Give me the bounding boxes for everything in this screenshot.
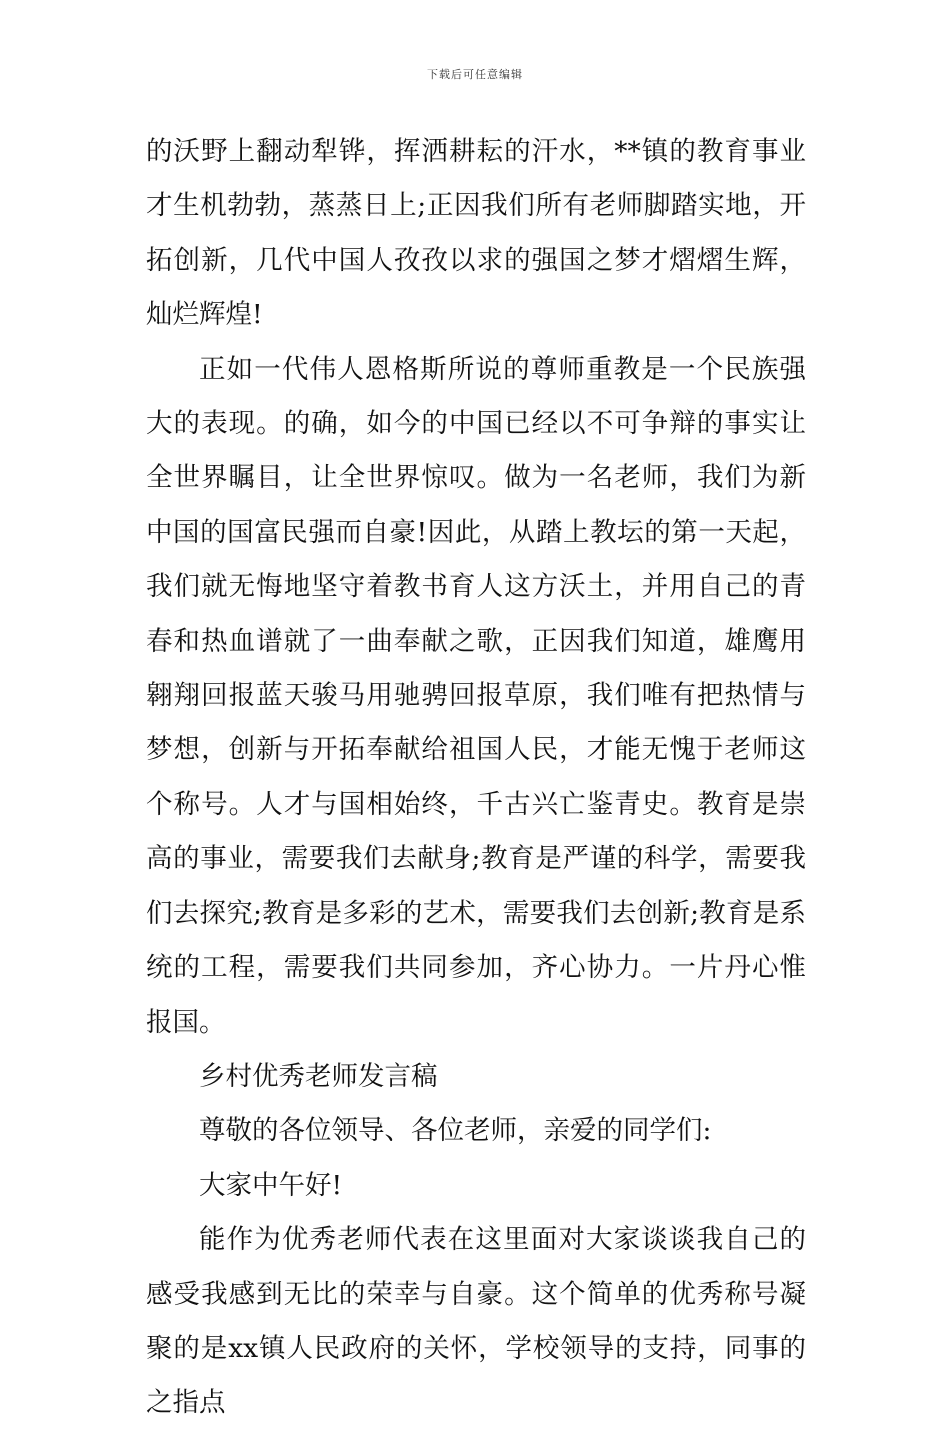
greeting: 大家中午好! (199, 1169, 343, 1201)
paragraph-continuation: 的沃野上翻动犁铧，挥洒耕耘的汗水，**镇的教育事业才生机勃勃，蒸蒸日上;正因我们所有老师脚踏实地，开拓创新，几代中国人孜孜以求的强国之梦才熠熠生辉，灿烂辉煌! (146, 136, 806, 331)
page-header-note: 下载后可任意编辑 (427, 68, 523, 81)
salutation: 尊敬的各位领导、各位老师，亲爱的同学们: (199, 1115, 712, 1147)
paragraph-engels-quote: 正如一代伟人恩格斯所说的尊师重教是一个民族强大的表现。的确，如今的中国已经以不可争辩的事实让全世界瞩目，让全世界惊叹。做为一名老师，我们为新中国的国富民强而自豪!因此，从踏上教坛的第一天起，我们就无悔地坚守着教书育人这方沃土，并用自己的青春和热血谱就了一曲奉献之歌，正因我们知道，雄鹰用翱翔回报蓝天骏马用驰骋回报草原，我们唯有把热情与梦想，创新与开拓奉献给祖国人民，才能无愧于老师这个称号。人才与国相始终，千古兴亡鉴青史。教育是崇高的事业，需要我们去献身;教育是严谨的科学，需要我们去探究;教育是多彩的艺术，需要我们去创新;教育是系统的工程，需要我们共同参加，齐心协力。一片丹心惟报国。 (146, 353, 806, 1038)
section-title: 乡村优秀老师发言稿 (199, 1060, 438, 1092)
paragraph-speech-opening: 能作为优秀老师代表在这里面对大家谈谈我自己的感受我感到无比的荣幸与自豪。这个简单的优秀称号凝聚的是xx镇人民政府的关怀，学校领导的支持，同事的之指点 (146, 1224, 806, 1419)
document-body (146, 125, 806, 1431)
